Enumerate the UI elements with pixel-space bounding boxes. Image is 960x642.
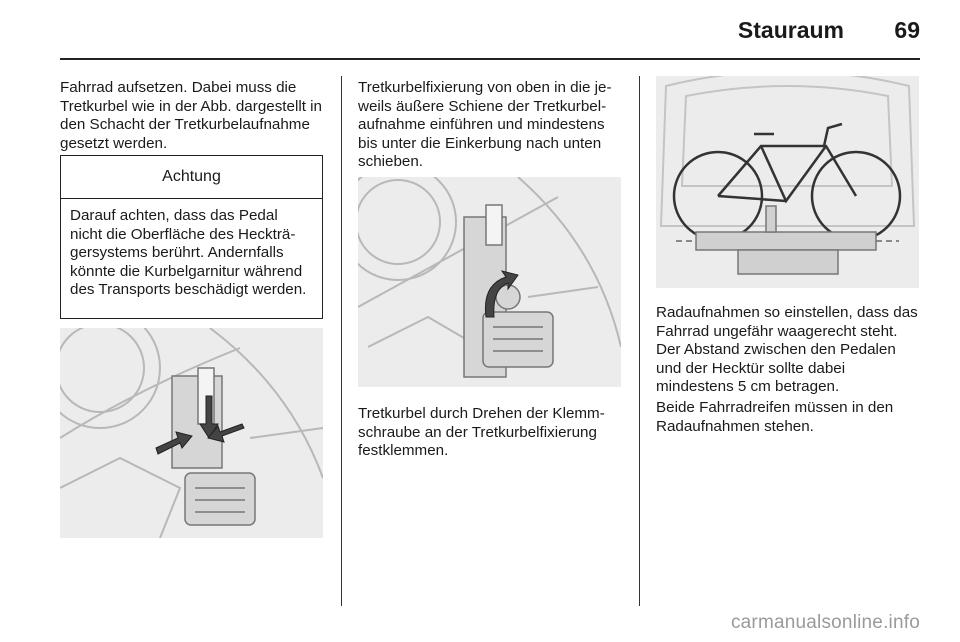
paragraph-insert-fixation: Tretkurbelfixierung von oben in die jeweils äußere Schiene der Tretkurbelaufnahme einführen und mindestens bis unter die Einkerbung nach unten schieben.: [358, 79, 612, 171]
paragraph-mount-bicycle: Fahrrad aufsetzen. Dabei muss die Tretkurbel wie in der Abb. dargestellt in den Schacht der Tretkurbelaufnahme gesetzt werden.: [60, 79, 322, 152]
section-title: Stauraum: [737, 17, 844, 43]
warning-title: Achtung: [61, 156, 322, 199]
paragraph-tyres-in-mounts: Beide Fahrradreifen müssen in den Radaufnahmen stehen.: [656, 399, 894, 435]
illustration-clamp-screw: [358, 177, 621, 387]
column-divider-1: [341, 76, 342, 606]
page-header: [0, 0, 960, 62]
watermark-text: carmanualsonline.info: [730, 612, 920, 633]
header-rule: [60, 58, 920, 60]
page-number: 69: [894, 17, 920, 43]
paragraph-clamp-crank: Tretkurbel durch Drehen der Klemmschraube an der Tretkurbelfixierung festklemmen.: [358, 405, 605, 460]
illustration-crank-insert: [60, 328, 323, 538]
paragraph-adjust-wheel-mounts: Radaufnahmen so einstellen, dass das Fahrrad ungefähr waagerecht steht. Der Abstand zwischen den Pedalen und der Hecktür sollte dabei mindestens 5 cm betragen.: [656, 304, 918, 396]
warning-box: [60, 155, 323, 319]
warning-text: Darauf achten, dass das Pedal nicht die Oberfläche des Heckträgersystems berührt. Andernfalls könnte die Kurbelgarnitur während des Transports beschädigt werden.: [70, 207, 307, 299]
illustration-bicycle-on-carrier: [656, 76, 919, 288]
column-divider-2: [639, 76, 640, 606]
